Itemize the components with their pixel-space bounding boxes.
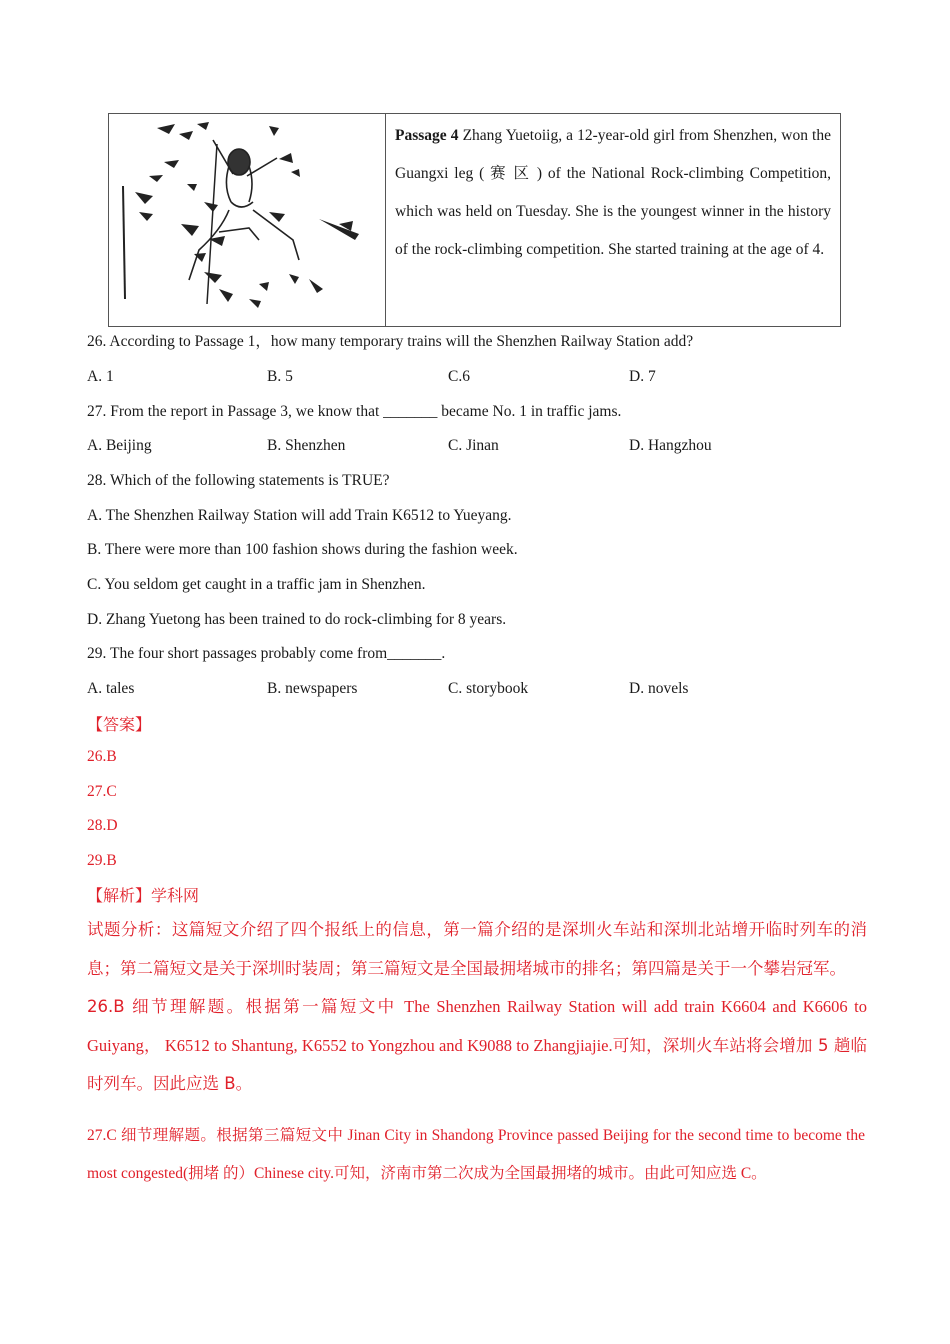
q26-option-c: C.6 (448, 368, 470, 385)
analysis-p2-quote: The Shenzhen Railway Station will add train K6604 and K6606 to Guiyang， K6512 to Shantung, K6552 to Yongzhou and K9088 to Zhangjiajie. (87, 997, 867, 1055)
question-29-stem: 29. The four short passages probably come from_______. (87, 645, 446, 662)
analysis-p2-lead: 26.B 细节理解题。根据第一篇短文中 (87, 997, 405, 1016)
q27-option-b: B. Shenzhen (267, 437, 346, 454)
analysis-heading: 【解析】学科网 (87, 886, 200, 905)
q28-option-d: D. Zhang Yuetong has been trained to do rock-climbing for 8 years. (87, 611, 507, 628)
q26-option-b: B. 5 (267, 368, 293, 385)
question-26-stem: 26. According to Passage 1，how many temporary trains will the Shenzhen Railway Station add? (87, 333, 694, 350)
analysis-p2-conclusion: 可知，深圳火车站将会增加 5 趟临时列车。因此应选 B。 (87, 1035, 867, 1093)
answer-27: 27.C (87, 783, 117, 800)
q26-option-d: D. 7 (629, 368, 656, 385)
q29-option-c: C. storybook (448, 680, 529, 697)
q29-option-a: A. tales (87, 680, 135, 697)
q26-option-a: A. 1 (87, 368, 114, 385)
q29-option-d: D. novels (629, 680, 689, 697)
analysis-paragraph-1: 试题分析：这篇短文介绍了四个报纸上的信息，第一篇介绍的是深圳火车站和深圳北站增开临时列车的消息；第二篇短文是关于深圳时装周；第三篇短文是全国最拥堵城市的排名；第四篇是关于一个攀岩冠军。 (87, 920, 867, 978)
q27-option-a: A. Beijing (87, 437, 152, 454)
answer-29: 29.B (87, 852, 117, 869)
answer-28: 28.D (87, 817, 118, 834)
q28-option-c: C. You seldom get caught in a traffic jam in Shenzhen. (87, 576, 426, 593)
analysis-paragraph-3: 27.C 细节理解题。根据第三篇短文中 Jinan City in Shandong Province passed Beijing for the second time to become the most congested(拥堵 的）Chinese city.可知，济南市第二次成为全国最拥堵的城市。由此可知应选 C。 (87, 1127, 865, 1182)
question-27-stem: 27. From the report in Passage 3, we know that _______ became No. 1 in traffic jams. (87, 403, 622, 420)
answer-heading: 【答案】 (87, 715, 152, 734)
passage4-table (108, 113, 841, 327)
answer-26: 26.B (87, 748, 117, 765)
passage4-text (386, 114, 840, 326)
q27-option-d: D. Hangzhou (629, 437, 712, 454)
analysis-paragraph-2 (87, 988, 867, 1104)
rock-climber-illustration (109, 114, 386, 326)
q28-option-a: A. The Shenzhen Railway Station will add Train K6512 to Yueyang. (87, 507, 512, 524)
question-28-stem: 28. Which of the following statements is TRUE? (87, 472, 390, 489)
q28-option-b: B. There were more than 100 fashion shows during the fashion week. (87, 541, 518, 558)
rock-climber-sketch-icon (109, 114, 385, 326)
passage4-body: Zhang Yuetoiig, a 12-year-old girl from Shenzhen, won the Guangxi leg ( 赛 区 ) of the National Rock-climbing Competition, which was held on Tuesday. She is the youngest winner in the history of the rock-climbing competition. She started training at the age of 4. (395, 127, 831, 258)
passage4-label: Passage 4 (395, 127, 459, 144)
q29-option-b: B. newspapers (267, 680, 358, 697)
q27-option-c: C. Jinan (448, 437, 499, 454)
